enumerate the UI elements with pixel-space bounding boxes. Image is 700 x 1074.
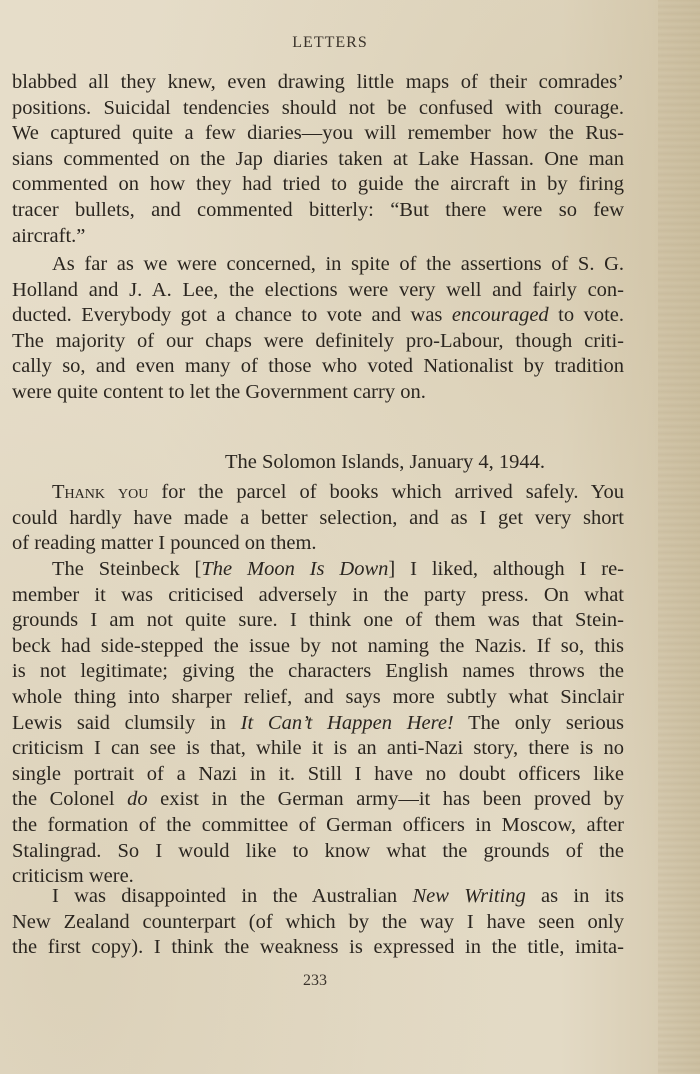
- text-run: for the parcel of books which arrived safely. You: [148, 481, 624, 503]
- text-line: the first copy). I think the weakness is expressed in the title, imita-: [12, 936, 624, 959]
- text-line: We captured quite a few diaries—you will remember how the Rus-: [12, 122, 624, 145]
- text-line: [12, 884, 624, 910]
- paragraph-5: [12, 884, 624, 961]
- text-line: criticism were.: [12, 865, 134, 888]
- paragraph-1: [12, 70, 624, 249]
- text-line: [12, 557, 624, 583]
- text-run: the Colonel: [12, 788, 128, 811]
- letter-dateline: The Solomon Islands, January 4, 1944.: [225, 451, 545, 473]
- text-line: grounds I am not quite sure. I think one of them was that Stein-: [12, 609, 624, 632]
- text-line: [12, 480, 624, 506]
- text-line: is not legitimate; giving the characters English names throws the: [12, 660, 624, 683]
- lead-in-small-caps: Thank you: [52, 481, 149, 503]
- text-line: were quite content to let the Government carry on.: [12, 380, 426, 403]
- book-title: It Can’t Happen Here!: [240, 711, 454, 734]
- text-line: The majority of our chaps were definitely pro-Labour, though criti-: [12, 329, 624, 352]
- emphasis: do: [127, 788, 148, 811]
- text-run: ] I liked, although I re-: [388, 558, 624, 580]
- page-number: 233: [303, 972, 327, 989]
- text-line: Stalingrad. So I would like to know what the grounds of the: [12, 839, 624, 862]
- text-line: sians commented on the Jap diaries taken at Lake Hassan. One man: [12, 147, 624, 170]
- text-line: of reading matter I pounced on them.: [12, 532, 317, 555]
- emphasis: encouraged: [451, 304, 549, 327]
- text-line: New Zealand counterpart (of which by the way I have seen only: [12, 910, 624, 933]
- paragraph-2: [12, 252, 624, 406]
- text-run: as in its: [525, 885, 624, 907]
- text-line: cally so, and even many of those who voted Nationalist by tradition: [12, 355, 624, 378]
- text-line: ducted. Everybody got a chance to vote and was encouraged to vote.: [12, 304, 624, 327]
- text-line: positions. Suicidal tendencies should not be confused with courage.: [12, 96, 624, 119]
- running-head: LETTERS: [292, 34, 368, 51]
- text-line: whole thing into sharper relief, and says more subtly what Sinclair: [12, 685, 624, 708]
- text-line: aircraft.”: [12, 224, 86, 247]
- text-run: The only serious: [453, 711, 624, 734]
- text-line: [12, 711, 624, 737]
- text-line: could hardly have made a better selection, and as I get very short: [12, 506, 624, 529]
- text-line: commented on how they had tried to guide the aircraft in by firing: [12, 173, 624, 196]
- book-title: The Moon Is Down: [201, 558, 389, 580]
- text-run: The Steinbeck [: [52, 558, 202, 580]
- text-line: Holland and J. A. Lee, the elections were very well and fairly con-: [12, 278, 624, 301]
- page-edge-texture: [658, 0, 700, 1074]
- text-line: single portrait of a Nazi in it. Still I have no doubt officers like: [12, 762, 624, 785]
- text-line: tracer bullets, and commented bitterly: “But there were so few: [12, 198, 624, 221]
- text-line: blabbed all they knew, even drawing little maps of their comrades’: [12, 71, 624, 93]
- text-run: I was disappointed in the Australian: [52, 885, 413, 907]
- text-line: [12, 787, 624, 813]
- text-run: Lewis said clumsily in: [12, 711, 241, 734]
- paragraph-3: [12, 480, 624, 557]
- text-line: As far as we were concerned, in spite of the assertions of S. G.: [52, 253, 624, 275]
- paragraph-4: [12, 557, 624, 890]
- text-line: beck had side-stepped the issue by not naming the Nazis. If so, this: [12, 634, 624, 657]
- text-line: the formation of the committee of German officers in Moscow, after: [12, 813, 624, 836]
- text-line: member it was criticised adversely in the party press. On what: [12, 583, 624, 606]
- text-run: exist in the German army—it has been proved by: [147, 788, 624, 811]
- book-title: New Writing: [412, 885, 526, 907]
- text-line: criticism I can see is that, while it is an anti-Nazi story, there is no: [12, 737, 624, 760]
